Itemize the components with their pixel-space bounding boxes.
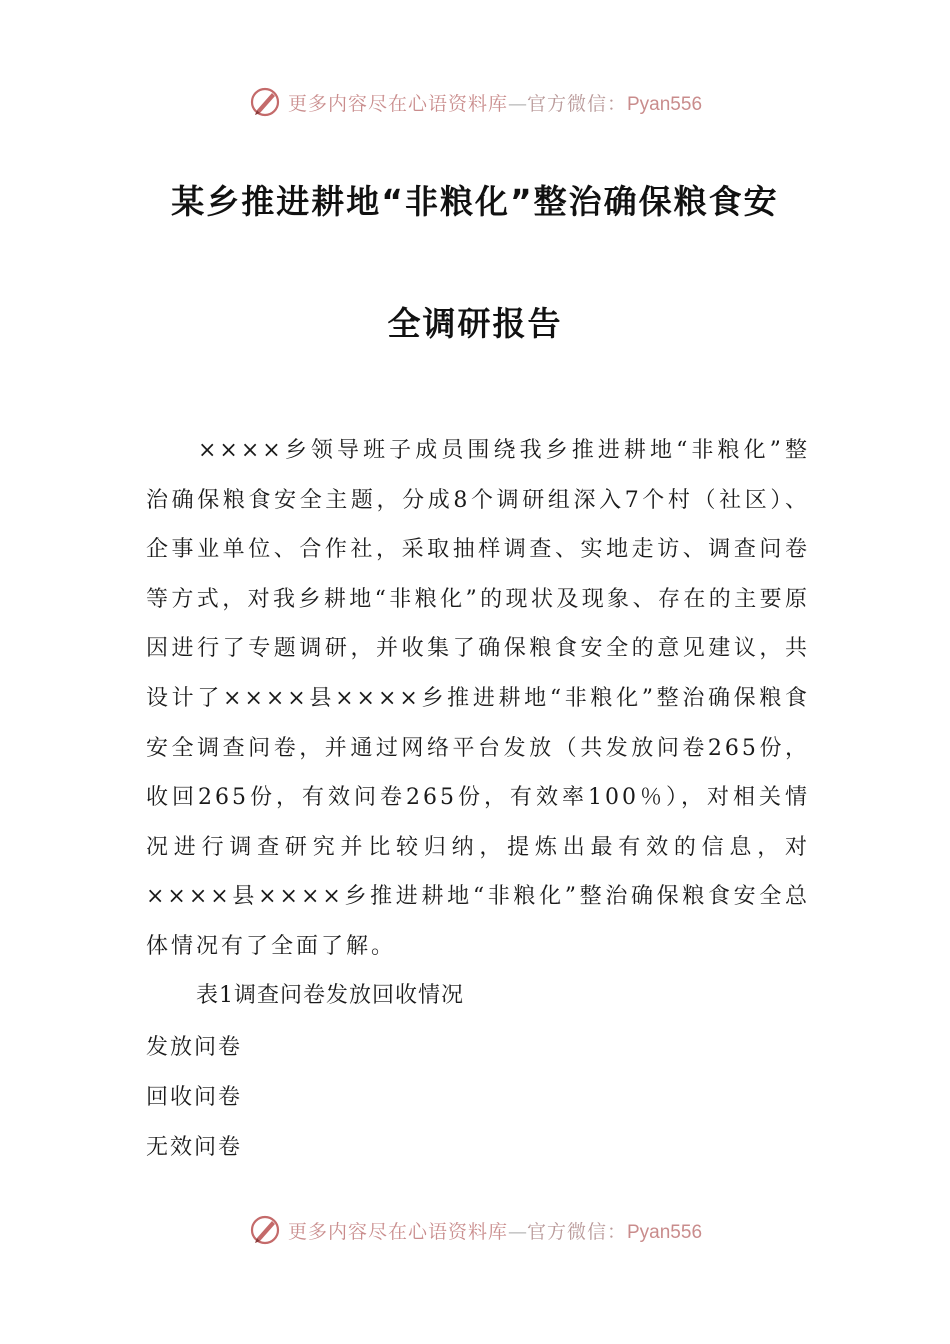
watermark-left-text: 更多内容尽在心语资料库 (287, 1220, 508, 1243)
footer-watermark-banner (0, 1210, 950, 1250)
body-paragraph: ××××乡领导班子成员围绕我乡推进耕地“非粮化”整治确保粮食安全主题，分成8个调研组深入7个村（社区）、企事业单位、合作社，采取抽样调查、实地走访、调查问卷等方式，对我乡耕地“非粮化”的现状及现象、存在的主要原因进行了专题调研，并收集了确保粮食安全的意见建议，共设计了××××县××××乡推进耕地“非粮化”整治确保粮食安全调查问卷，并通过网络平台发放（共发放问卷265份，收回265份，有效问卷265份，有效率100％），对相关情况进行调查研究并比较归纳，提炼出最有效的信息，对××××县××××乡推进耕地“非粮化”整治确保粮食安全总体情况有了全面了解。 (146, 438, 810, 959)
document-title-line-2: 全调研报告 (387, 304, 563, 343)
document-title-line-1: 某乡推进耕地“非粮化”整治确保粮食安 (171, 182, 779, 221)
watermark-separator: — (507, 92, 527, 115)
watermark-wechat-id: Pyan556 (627, 93, 703, 115)
watermark-wechat-id: Pyan556 (627, 1221, 703, 1243)
header-watermark-banner (0, 82, 950, 122)
table-row-label: 发放问卷 (146, 1035, 243, 1060)
watermark-text (288, 89, 702, 116)
watermark-text (288, 1217, 702, 1244)
watermark-wechat-label: 官方微信： (526, 92, 627, 115)
table-caption: 表1调查问卷发放回收情况 (196, 983, 464, 1008)
pen-logo-icon (248, 85, 282, 119)
watermark-left-text: 更多内容尽在心语资料库 (287, 92, 508, 115)
pen-logo-icon (248, 1213, 282, 1247)
watermark-separator: — (507, 1220, 527, 1243)
table-row-label: 无效问卷 (146, 1135, 243, 1160)
table-row-label: 回收问卷 (146, 1085, 243, 1110)
watermark-wechat-label: 官方微信： (526, 1220, 627, 1243)
